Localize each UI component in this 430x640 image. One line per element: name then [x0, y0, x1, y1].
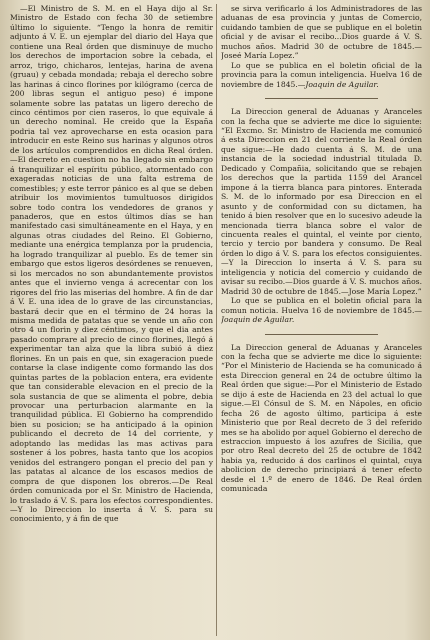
right-column — [221, 4, 422, 636]
section-separator-1 — [265, 98, 378, 99]
sicily-sulfur-paragraph: La Direccion general de Aduanas y Aranceles con la fecha que se advierte me dice lo siguiente: “Por el Ministerio de Hacienda se ha comunicado á esta Direccion general en 24 de octubre último la Real órden que sigue:—Por el Ministerio de Estado se dijo á este de Hacienda en 23 del actual lo que sigue.—El Cónsul de S. M. en Nápoles, en oficio fecha 26 de agosto último, participa á este Ministerio que por Real decreto de 3 del referido mes se ha abolido por aquel Gobierno el derecho de estraccion impuesto á los azufres de Sicilia, que por otro Real decreto del 25 de octubre de 1842 habia ya, reducido á dos carlinos el quintal, cuya abolicion de derecho principiará á tener efecto desde el 1.º de enero de 1846. De Real órden comunicada — [221, 342, 422, 494]
publication-note-2-text: Lo que se publica en el boletin oficial para la comun noticia. Huelva 16 de noviembre de 1845.— — [221, 296, 422, 315]
column-divider — [216, 4, 217, 636]
left-column — [10, 4, 213, 636]
signature-1: Joaquin de Aguilar. — [305, 79, 379, 89]
section-separator-2 — [265, 334, 378, 335]
hague-grain-report-paragraph: —El Ministro de S. M. en el Haya dijo al Sr. Ministro de Estado con fecha 30 de setiembre último lo siguiente. “Tengo la honra de remitir adjunto á V. E. un ejemplar del diario del Haya que contiene una Real órden que disminuye de mucho los derechos de importacion sobre la cebada, el arroz, trigo, chicharos, lentejas, harina de avena (gruau) y cebada mondada; rebaja el derecho sobre las harinas á cinco florines por kilógramo (cerca de 200 libras segun el antiguo peso) é impone solamente sobre las patatas un ligero derecho de cinco céntimos por cien raseros, lo que equivale á un derecho nominal. He creido que la España podria tal vez aprovecharse en esta ocasion para introducir en este Reino sus harinas y algunos otros de los artículos comprendidos en dicha Real órden.—El decreto en cuestion no ha llegado sin embargo á tranquilizar el espíritu público, atormentado con exageradas noticias de una falta estrema de comestibles; y este terror pánico es al que se deben atribuir los movimientos tumultuosos dirigidos sobre todo contra los vendedores de granos y panaderos, que en estos últimos días se han manifestado casi simultáneamente en el Haya, y en algunas otras ciudades del Reino. El Gobierno, mediante una enérgica templanza por la prudencia, ha logrado tranquilizar al pueblo. Es de temer sin embargo que estos ligeros desórdenes se renueven, si los mercados no son abundantemente provistos antes que el invierno venga á acrecentar con los rigores del frio las miserias del hombre. A fin de dar á V. E. una idea de lo grave de las circunstancias, bastará decir que en el término de 24 horas la misma medida de patatas que se vende un año con otro 4 un florin y diez céntimos, y que el dia antes pasado comprare al precio de cinco florines, llegó á experimentar tan alza que la libra subió á diez florines. En un pais en que, sin exageracion puede contarse la clase indigente como formando las dos quintas partes de la poblacion entera, era evidente que tan considerable elevacion en el precio de la sola sustancia de que se alimenta el pobre, debia provocar una perturbacion alarmante en la tranquilidad pública. El Gobierno ha comprendido bien su posicion; se ha anticipado á la opinion publicando el decreto de 14 del corriente, y adoptando las medidas las mas activas para sostener á los pobres, hasta tanto que los acopios venidos del estrangero pongan el precio del pan y las patatas al alcance de los escasos medios de compra de que disponen los obreros.—De Real órden comunicada por el Sr. Ministro de Hacienda, lo traslado á V. S. para los efectos correspondientes.—Y lo Direccion lo inserta á V. S. para su conocimiento, y á fin de que — [10, 4, 213, 524]
continuation-paragraph: se sirva verificarlo á los Administradores de las aduanas de esa provincia y juntas de Comercio, cuidando tambien de que se publique en el boletin oficial y de avisar el recibo...Dios guarde á V. S. muchos años. Madrid 30 de octubre de 1845.—Joseé María Lopez.” — [221, 4, 422, 61]
white-earth-tariff-paragraph: La Direccion general de Aduanas y Aranceles con la fecha que se advierte me dice lo siguiente: “El Excmo. Sr. Ministro de Hacienda me comunicó á esta Direccion en 21 del corriente la Real órden que sigue:—He dado cuenta á S. M. de una instancia de la sociedad industrial titulada D. Dedicado y Compañia, solicitando que se rebajen los derechos que la partida 1159 del Arancel impone á la tierra blanca para pintores. Enterada S. M. de lo informado por esa Direccion en el asunto y de conformidad con su dictamen, ha tenido á bien resolver que en lo sucesivo adeude la mencionada tierra blanca sobre el valor de cincuenta reales el quintal, el veinte por ciento, tercio y tercio por bandera y consumo. De Real órden lo digo á V. S. para los efectos consiguientes.—Y la Direccion lo inserta á V. S. para su inteligencia y noticia del comercio y cuidando de avisar su recibo.—Dios guarde á V. S. muchos años. Madrid 30 de octubre de 1845.—Jose María Lopez.” — [221, 107, 422, 296]
publication-note-1-text: Lo que se publica en el boletin oficial de la provincia para la comun inteligencia. Huelva 16 de noviembre de 1845.— — [221, 60, 422, 89]
publication-note-2 — [221, 296, 422, 324]
publication-note-1 — [221, 61, 422, 89]
signature-2: Joaquin de Aguilar. — [221, 315, 295, 325]
